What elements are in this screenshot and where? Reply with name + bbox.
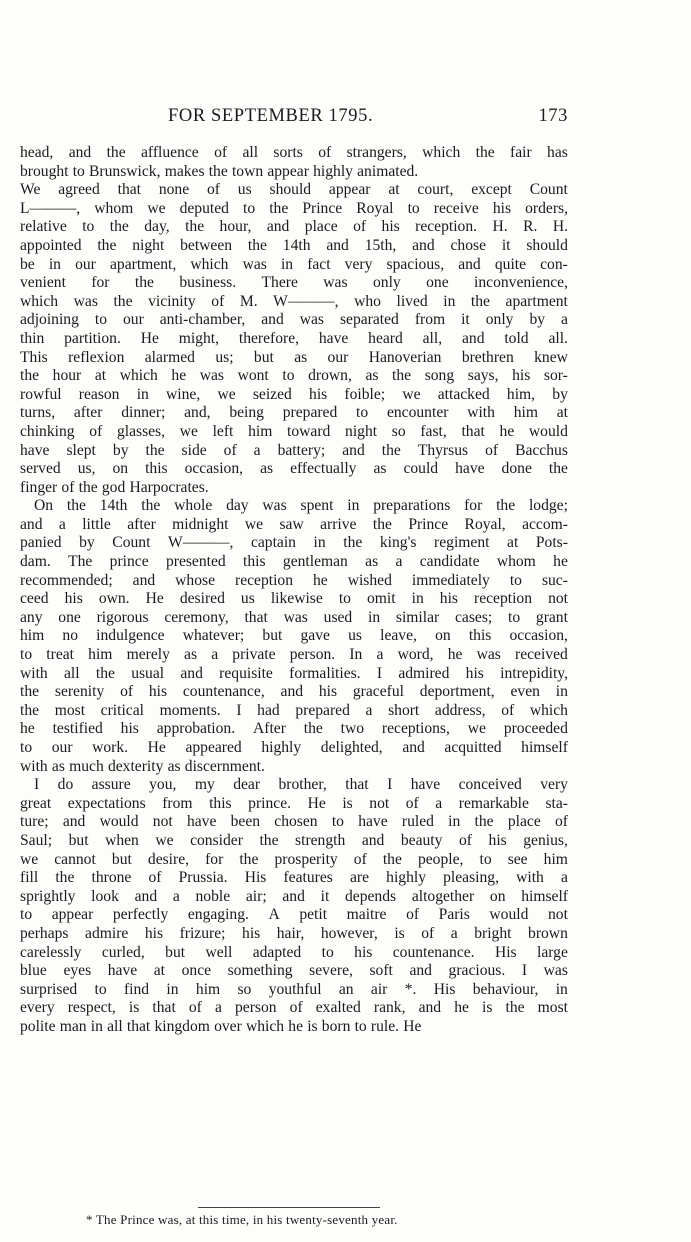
text-line: brought to Brunswick, makes the town appear highly animated. bbox=[20, 162, 419, 180]
text-line: ture; and would not have been chosen to have ruled in the place of bbox=[20, 813, 568, 831]
text-line: ceed his own. He desired us likewise to omit in his reception not bbox=[20, 590, 568, 608]
text-line: thin partition. He might, therefore, have heard all, and told all. bbox=[20, 329, 568, 347]
text-line: finger of the god Harpocrates. bbox=[20, 478, 209, 496]
text-line: and a little after midnight we saw arrive the Prince Royal, accom- bbox=[20, 515, 568, 533]
text-line: sprightly look and a noble air; and it depends altogether on himself bbox=[20, 887, 568, 905]
text-line: to our work. He appeared highly delighted, and acquitted himself bbox=[20, 739, 568, 756]
footnote: * The Prince was, at this time, in his twenty-seventh year. bbox=[86, 1212, 398, 1227]
text-line: he testified his approbation. After the two receptions, we proceeded bbox=[20, 720, 568, 738]
text-line: any one rigorous ceremony, that was used in similar cases; to grant bbox=[20, 608, 568, 626]
running-header bbox=[168, 106, 568, 132]
page-number: 173 bbox=[538, 106, 568, 126]
text-line: be in our apartment, which was in fact very spacious, and quite con- bbox=[20, 255, 568, 273]
text-line: served us, on this occasion, as effectually as could have done the bbox=[20, 460, 568, 478]
text-line: surprised to find in him so youthful an air *. His behaviour, in bbox=[20, 980, 568, 998]
text-line: every respect, is that of a person of exalted rank, and he is the most bbox=[20, 999, 568, 1017]
text-line: We agreed that none of us should appear at court, except Count bbox=[20, 181, 568, 199]
text-line: with all the usual and requisite formalities. I admired his intrepidity, bbox=[20, 664, 568, 682]
text-line: This reflexion alarmed us; but as our Hanoverian brethren knew bbox=[20, 348, 568, 366]
text-line: chinking of glasses, we left him toward night so fast, that he would bbox=[20, 422, 568, 440]
text-line: I do assure you, my dear brother, that I have conceived very bbox=[34, 776, 568, 794]
text-line: which was the vicinity of M. W———, who lived in the apartment bbox=[20, 292, 568, 310]
text-line: the most critical moments. I had prepared a short address, of which bbox=[20, 701, 568, 719]
text-line: the serenity of his countenance, and his graceful deportment, even in bbox=[20, 683, 568, 701]
text-line: relative to the day, the hour, and place of his reception. H. R. H. bbox=[20, 218, 568, 236]
text-line: fill the throne of Prussia. His features are highly pleasing, with a bbox=[20, 869, 568, 887]
text-line: blue eyes have at once something severe, soft and gracious. I was bbox=[20, 962, 568, 980]
text-line: On the 14th the whole day was spent in preparations for the lodge; bbox=[34, 497, 568, 515]
text-line: to appear perfectly engaging. A petit maitre of Paris would not bbox=[20, 906, 568, 924]
text-line: carelessly curled, but well adapted to his countenance. His large bbox=[20, 943, 568, 961]
text-line: head, and the affluence of all sorts of strangers, which the fair has bbox=[20, 144, 568, 161]
text-line: we cannot but desire, for the prosperity of the people, to see him bbox=[20, 850, 568, 868]
text-line: adjoining to our anti-chamber, and was separated from it only by a bbox=[20, 311, 568, 329]
text-line: perhaps admire his frizure; his hair, however, is of a bright brown bbox=[20, 924, 568, 942]
text-line: appointed the night between the 14th and 15th, and chose it should bbox=[20, 236, 568, 254]
text-line: turns, after dinner; and, being prepared to encounter with him at bbox=[20, 404, 568, 422]
text-line: have slept by the side of a battery; and the Thyrsus of Bacchus bbox=[20, 441, 568, 459]
text-line: rowful reason in wine, we seized his foible; we attacked him, by bbox=[20, 385, 568, 403]
text-line: dam. The prince presented this gentleman as a candidate whom he bbox=[20, 553, 568, 571]
text-line: recommended; and whose reception he wished immediately to suc- bbox=[20, 571, 568, 589]
running-title: FOR SEPTEMBER 1795. bbox=[168, 106, 374, 126]
text-line: him no indulgence whatever; but gave us leave, on this occasion, bbox=[20, 627, 568, 645]
text-line: with as much dexterity as discernment. bbox=[20, 757, 265, 775]
footnote-rule bbox=[198, 1207, 380, 1208]
text-line: venient for the business. There was only one inconvenience, bbox=[20, 274, 568, 292]
text-line: panied by Count W———, captain in the king's regiment at Pots- bbox=[20, 534, 568, 552]
text-line: to treat him merely as a private person. In a word, he was received bbox=[20, 646, 568, 664]
text-line: polite man in all that kingdom over which he is born to rule. He bbox=[20, 1017, 422, 1035]
text-line: great expectations from this prince. He is not of a remarkable sta- bbox=[20, 794, 568, 812]
text-line: Saul; but when we consider the strength and beauty of his genius, bbox=[20, 831, 568, 849]
text-line: the hour at which he was wont to drown, as the song says, his sor- bbox=[20, 367, 568, 385]
body-text bbox=[20, 144, 568, 1037]
text-line: L———, whom we deputed to the Prince Royal to receive his orders, bbox=[20, 199, 568, 217]
